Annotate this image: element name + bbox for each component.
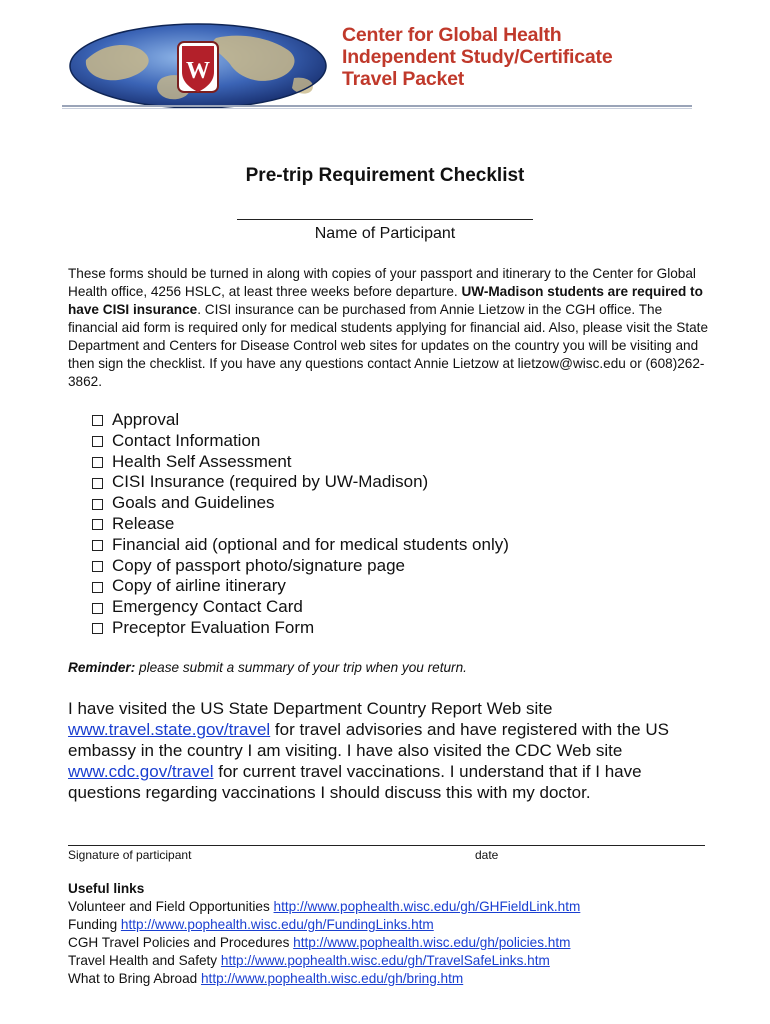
- checklist-item[interactable]: [92, 535, 509, 556]
- checkbox-icon[interactable]: [92, 499, 103, 510]
- header-divider-secondary: [62, 108, 692, 109]
- useful-link-row: [68, 898, 748, 916]
- useful-link-row: [68, 970, 748, 988]
- useful-link-url[interactable]: http://www.pophealth.wisc.edu/gh/TravelSafeLinks.htm: [220, 953, 550, 968]
- checklist-item-label: Emergency Contact Card: [112, 597, 303, 617]
- useful-link-url[interactable]: http://www.pophealth.wisc.edu/gh/policies.htm: [293, 935, 571, 950]
- checklist-item-label: Financial aid (optional and for medical students only): [112, 534, 509, 554]
- checklist-item-label: Release: [112, 513, 175, 533]
- intro-text-2: . CISI insurance can be purchased from Annie Lietzow in the CGH office. The financial aid form is required only for medical students applying for financial aid. Also, please visit the State Department and Centers for Disease Control web sites for updates on the country you will be visiting and then sign the checklist. If you have any questions contact Annie Lietzow at lietzow@wisc.edu or (608)262-3862.: [68, 302, 709, 389]
- checkbox-icon[interactable]: [92, 603, 103, 614]
- checklist-item-label: Copy of airline itinerary: [112, 576, 286, 596]
- checkbox-icon[interactable]: [92, 478, 103, 489]
- useful-link-row: [68, 952, 748, 970]
- checklist-item[interactable]: [92, 514, 509, 535]
- checklist-item-label: Approval: [112, 410, 180, 429]
- checklist-item[interactable]: [92, 597, 509, 618]
- useful-link-label: Volunteer and Field Opportunities: [68, 899, 274, 914]
- header-line-2: Independent Study/Certificate: [342, 46, 613, 68]
- checklist-item-label: Health Self Assessment: [112, 451, 292, 471]
- checklist-item-label: Goals and Guidelines: [112, 493, 275, 513]
- header-line-1: Center for Global Health: [342, 24, 562, 46]
- statement-text-3: for current travel vaccinations. I understand that if I have questions regarding vaccinations I should discuss this with my doctor.: [68, 762, 642, 802]
- reminder-label: Reminder:: [68, 660, 136, 675]
- header-line-3: Travel Packet: [342, 68, 465, 90]
- cdc-travel-link[interactable]: www.cdc.gov/travel: [68, 762, 214, 781]
- date-label: date: [475, 848, 499, 862]
- participant-name-label: Name of Participant: [314, 225, 456, 242]
- signature-label: Signature of participant: [68, 848, 192, 862]
- header-divider: [62, 105, 692, 107]
- useful-links-title: Useful links: [68, 881, 145, 896]
- checklist-item[interactable]: [92, 618, 509, 639]
- travel-state-link[interactable]: www.travel.state.gov/travel: [68, 720, 271, 739]
- useful-link-url[interactable]: http://www.pophealth.wisc.edu/gh/bring.htm: [201, 971, 464, 986]
- page-title: Pre-trip Requirement Checklist: [245, 165, 525, 186]
- useful-link-row: [68, 916, 748, 934]
- checklist-item[interactable]: [92, 452, 509, 473]
- checkbox-icon[interactable]: [92, 582, 103, 593]
- checklist-item[interactable]: [92, 431, 509, 452]
- useful-links-section: [68, 880, 748, 988]
- requirement-checklist: [92, 410, 509, 639]
- useful-link-label: CGH Travel Policies and Procedures: [68, 935, 294, 950]
- globe-logo-icon: [66, 20, 331, 112]
- document-header: [62, 14, 692, 114]
- statement-text-1: I have visited the US State Department Country Report Web site: [68, 699, 553, 718]
- checkbox-icon[interactable]: [92, 415, 103, 426]
- checklist-item[interactable]: [92, 556, 509, 577]
- checklist-item-label: Preceptor Evaluation Form: [112, 617, 315, 637]
- useful-link-url[interactable]: http://www.pophealth.wisc.edu/gh/GHFieldLink.htm: [273, 899, 581, 914]
- useful-link-row: [68, 934, 748, 952]
- statement-text-2: for travel advisories and have registered with the US embassy in the country I am visiting. I have also visited the CDC Web site: [68, 720, 669, 760]
- participant-name-field[interactable]: [237, 219, 533, 220]
- logo-letter: W: [186, 58, 210, 84]
- checkbox-icon[interactable]: [92, 436, 103, 447]
- checkbox-icon[interactable]: [92, 540, 103, 551]
- checklist-item[interactable]: [92, 410, 509, 431]
- checklist-item[interactable]: [92, 472, 509, 493]
- intro-paragraph: [68, 265, 708, 391]
- useful-link-url[interactable]: http://www.pophealth.wisc.edu/gh/FundingLinks.htm: [120, 917, 434, 932]
- checkbox-icon[interactable]: [92, 457, 103, 468]
- reminder-note: [68, 660, 467, 675]
- attestation-statement: [68, 698, 708, 803]
- signature-field[interactable]: [68, 845, 705, 846]
- checklist-item-label: CISI Insurance (required by UW-Madison): [112, 472, 429, 492]
- intro-text-1: These forms should be turned in along with copies of your passport and itinerary to the Center for Global Health office, 4256 HSLC, at least three weeks before departure.: [68, 266, 696, 299]
- useful-link-label: Funding: [68, 917, 121, 932]
- checkbox-icon[interactable]: [92, 623, 103, 634]
- useful-link-label: Travel Health and Safety: [68, 953, 221, 968]
- useful-link-label: What to Bring Abroad: [68, 971, 201, 986]
- header-titles: [342, 24, 613, 90]
- checklist-item-label: Contact Information: [112, 430, 261, 450]
- checkbox-icon[interactable]: [92, 519, 103, 530]
- reminder-text: please submit a summary of your trip when you return.: [135, 660, 467, 675]
- checklist-item[interactable]: [92, 493, 509, 514]
- checklist-item-label: Copy of passport photo/signature page: [112, 555, 405, 575]
- checklist-item[interactable]: [92, 576, 509, 597]
- checkbox-icon[interactable]: [92, 561, 103, 572]
- intro-bold-text: UW-Madison students are required to have CISI insurance: [68, 284, 703, 317]
